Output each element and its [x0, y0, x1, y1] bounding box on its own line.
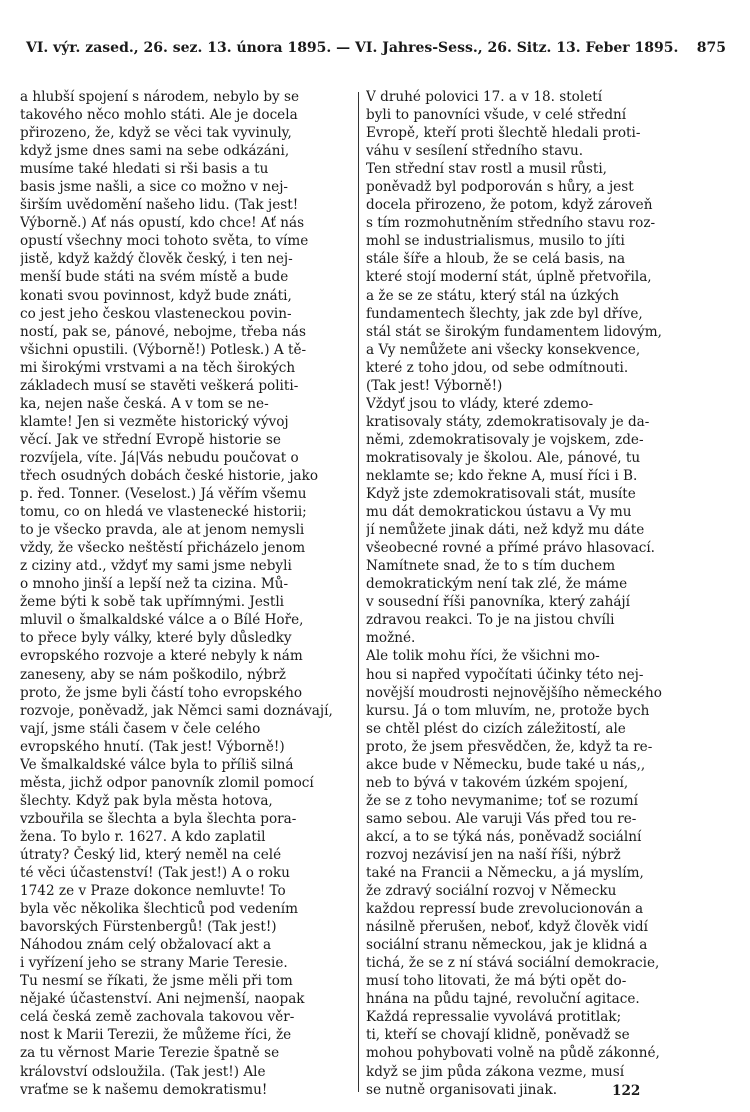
right-column-line: demokratickým není tak zlé, že máme	[366, 576, 628, 593]
right-column-line: neklamte se; kdo řekne A, musí říci i B.	[366, 467, 638, 484]
right-column-line: také na Francii a Německu, a já myslím,	[366, 865, 644, 882]
left-column-line: basis jsme našli, a sice co možno v nej-	[20, 179, 288, 196]
right-column-line: fundamentech šlechty, jak zde byl dříve,	[366, 305, 643, 322]
right-column-line: rozvoj nezávisí jen na naší říši, nýbrž	[366, 846, 621, 863]
right-column	[366, 88, 718, 1099]
left-column-line: království odsloužila. (Tak jest!) Ale	[20, 1063, 266, 1080]
left-column-line: o mnoho jinší a lepší než ta cizina. Mů-	[20, 576, 289, 593]
header-left	[26, 40, 678, 56]
left-column-line: přirozeno, že, když se věci tak vyvinuly,	[20, 125, 292, 142]
right-column-line: stále šíře a hloub, že se celá basis, na	[366, 251, 626, 268]
right-column-line: Namítnete snad, že to s tím duchem	[366, 558, 616, 575]
right-column-line: musí toho litovati, že má býti opět do-	[366, 973, 627, 990]
left-column-line: bavorských Fürstenbergů! (Tak jest!)	[20, 919, 277, 936]
left-column-line: evropského rozvoje a které nebyly k nám	[20, 648, 303, 665]
left-column	[20, 88, 353, 1099]
left-column-line: Tu nesmí se říkati, že jsme měli při tom	[20, 973, 293, 990]
right-column-line: akce bude v Německu, bude také u nás,,	[366, 756, 646, 773]
right-column-line: se nutně organisovati jinak.	[366, 1081, 558, 1098]
left-column-line: celá česká země zachovala takovou věr-	[20, 1009, 295, 1026]
left-column-line: takového něco mohlo státi. Ale je docela	[20, 107, 298, 124]
left-column-line: vají, jsme stáli časem v čele celého	[20, 720, 261, 737]
left-column-line: ností, pak se, pánové, nebojme, třeba nás	[20, 323, 306, 340]
right-column-line: všeobecné rovné a přímé právo hlasovací.	[366, 540, 655, 557]
left-column-line: té věci účastenství! (Tak jest!) A o roku	[20, 865, 290, 882]
right-column-line: mu dát demokratickou ústavu a Vy mu	[366, 504, 632, 521]
left-column-line: nějaké účastenství. Ani nejmenší, naopak	[20, 991, 305, 1008]
right-column-line: kratisovaly státy, zdemokratisovaly je da-	[366, 413, 650, 430]
left-column-line: města, jichž odpor panovník zlomil pomocí	[20, 774, 314, 791]
right-column-line: Když jste zdemokratisovali stát, musíte	[366, 486, 636, 503]
left-column-line: mluvil o šmalkaldské válce a o Bílé Hoře,	[20, 612, 304, 629]
right-column-line: akcí, a to se týká nás, poněvadž sociální	[366, 828, 642, 845]
right-column-line: a že se ze státu, který stál na úzkých	[366, 287, 620, 304]
left-column-line: Ve šmalkaldské válce byla to příliš silná	[20, 756, 294, 773]
right-column-line: ti, kteří se chovají klidně, poněvadž se	[366, 1027, 630, 1044]
page-number: 875	[696, 40, 726, 56]
right-column-line: proto, že jsem přesvědčen, že, když ta re-	[366, 738, 653, 755]
right-column-line: Ten střední stav rostl a musil růsti,	[366, 161, 607, 178]
right-column-line: každou repressí bude zrevolucionován a	[366, 901, 644, 918]
right-column-line: hnána na půdu tajné, revoluční agitace.	[366, 991, 640, 1008]
right-column-line: zdravou reakci. To je na jistou chvíli	[366, 612, 615, 629]
right-column-line: s tím rozmohutněním středního stavu roz-	[366, 215, 656, 232]
left-column-line: žena. To bylo r. 1627. A kdo zaplatil	[20, 828, 266, 845]
right-column-line: jí nemůžete jinak dáti, než když mu dáte	[366, 522, 645, 539]
left-column-line: když jsme dnes sami na sebe odkázáni,	[20, 143, 290, 160]
left-column-line: vždy, že všecko neštěstí přicházelo jenom	[20, 540, 306, 557]
header-dash: —	[336, 40, 351, 56]
right-column-line: samo sebou. Ale varuji Vás před tou re-	[366, 810, 637, 827]
left-column-line: to přece byly války, které byly důsledky	[20, 630, 292, 647]
right-column-line: možné.	[366, 630, 416, 647]
right-column-line: které z toho jdou, od sebe odmítnouti.	[366, 359, 629, 376]
right-column-line: v sousední říši panovníka, který zahájí	[366, 594, 630, 611]
left-column-line: širším uvědomění našeho lidu. (Tak jest!	[20, 197, 299, 214]
left-column-line: proto, že jsme byli částí toho evropského	[20, 684, 303, 701]
right-column-line: novější moudrosti nejnovějšího německého	[366, 684, 662, 701]
right-column-line: se chtěl plést do cizích záležitostí, ale	[366, 720, 626, 737]
right-column-line: stál stát se širokým fundamentem lidovým,	[366, 323, 662, 340]
right-column-line: že se z toho nevymanime; toť se rozumí	[366, 792, 638, 809]
left-column-line: p. řed. Tonner. (Veselost.) Já věřím všemu	[20, 486, 307, 503]
left-column-line: rozvíjela, víte. Já|Vás nebudu poučovat o	[20, 449, 299, 466]
right-column-line: němi, zdemokratisovaly je vojskem, zde-	[366, 431, 644, 448]
right-column-line: neb to bývá v takovém úzkém spojení,	[366, 774, 629, 791]
left-column-line: rozvoje, poněvadž, jak Němci sami doznávají,	[20, 702, 333, 719]
left-column-line: byla věc několika šlechticů pod vedením	[20, 901, 299, 918]
left-column-line: evropského hnutí. (Tak jest! Výborně!)	[20, 738, 285, 755]
left-column-line: i vyřízení jeho se strany Marie Teresie.	[20, 955, 288, 972]
left-column-line: všichni opustili. (Výborně!) Potlesk.) A tě-	[20, 341, 307, 358]
right-column-line: sociální stranu německou, jak je klidná a	[366, 937, 648, 954]
right-column-line: Evropě, kteří proti šlechtě hledali proti-	[366, 125, 641, 142]
left-column-line: 1742 ze v Praze dokonce nemluvte! To	[20, 883, 286, 900]
right-column-line: (Tak jest! Výborně!)	[366, 377, 503, 394]
right-column-line: V druhé polovici 17. a v 18. století	[366, 89, 603, 105]
right-column-line: docela přirozeno, že potom, když zároveň	[366, 197, 653, 214]
right-column-line: Vždyť jsou to vlády, které zdemo-	[366, 395, 594, 412]
left-column-line: konati svou povinnost, když bude znáti,	[20, 287, 292, 304]
right-column-line: kursu. Já o tom mluvím, ne, protože bych	[366, 702, 650, 719]
right-column-line: mohou pohybovati volně na půdě zákonné,	[366, 1045, 660, 1062]
right-column-line: mokratisovaly je školou. Ale, pánové, tu	[366, 449, 641, 466]
right-column-line: byli to panovníci všude, v celé střední	[366, 107, 627, 124]
right-column-line: že zdravý sociální rozvoj v Německu	[366, 883, 617, 900]
left-column-line: musíme také hledati si rši basis a tu	[20, 161, 269, 178]
left-column-line: věcí. Jak ve střední Evropě historie se	[20, 431, 281, 448]
left-column-line: šlechty. Když pak byla města hotova,	[20, 792, 273, 809]
left-column-line: co jest jeho českou vlasteneckou povin-	[20, 305, 292, 322]
right-column-line: násilně přerušen, neboť, když člověk vidí	[366, 919, 648, 936]
right-column-line: poněvadž byl podporován s hůry, a jest	[366, 179, 634, 196]
right-column-line: Ale tolik mohu říci, že všichni mo-	[366, 648, 600, 665]
left-column-line: vzbouřila se šlechta a byla šlechta pora-	[20, 810, 297, 827]
header-right-text: VI. Jahres-Sess., 26. Sitz. 13. Feber 1895.	[355, 40, 679, 56]
left-column-line: útraty? Český lid, který neměl na celé	[20, 846, 282, 863]
left-column-line: zaneseny, aby se nám poškodilo, nýbrž	[20, 666, 286, 683]
right-column-line: váhu v sesílení středního stavu.	[366, 143, 584, 160]
right-column-line: hou si napřed vypočítati účinky této nej-	[366, 666, 644, 683]
left-column-line: Výborně.) Ať nás opustí, kdo chce! Ať nás	[20, 215, 305, 232]
left-column-line: menší bude státi na svém místě a bude	[20, 269, 289, 286]
left-column-line: to je všecko pravda, ale at jenom nemysli	[20, 522, 305, 539]
left-column-line: nost k Marii Terezii, že můžeme říci, že	[20, 1027, 292, 1044]
folio-number: 122	[612, 1083, 641, 1099]
right-column-line: tichá, že se z ní stává sociální demokracie,	[366, 955, 660, 972]
left-column-line: jistě, když každý člověk český, i ten nej-	[20, 251, 293, 268]
column-divider	[358, 92, 359, 1092]
right-column-line: mohl se industrialismus, musilo to jíti	[366, 233, 625, 250]
header-left-text: VI. výr. zased., 26. sez. 13. února 1895.	[26, 40, 332, 56]
right-column-line: které stojí moderní stát, úplně přetvořila,	[366, 269, 652, 286]
left-column-line: mi širokými vrstvami a na těch širokých	[20, 359, 296, 376]
left-column-line: žeme býti k sobě tak upřímnými. Jestli	[20, 594, 285, 611]
left-column-line: Náhodou znám celý obžalovací akt a	[20, 937, 272, 954]
left-column-line: opustí všechny moci tohoto světa, to víme	[20, 233, 309, 250]
left-column-line: za tu věrnost Marie Terezie špatně se	[20, 1045, 280, 1062]
right-column-line: Každá repressalie vyvolává protitlak;	[366, 1009, 622, 1026]
left-column-line: a hlubší spojení s národem, nebylo by se	[20, 89, 300, 105]
left-column-line: z ciziny atd., vždyť my sami jsme nebyli	[20, 558, 292, 575]
left-column-line: třech osudných dobách české historie, jako	[20, 467, 319, 484]
right-column-line: a Vy nemůžete ani všecky konsekvence,	[366, 341, 641, 358]
left-column-line: vraťme se k našemu demokratismu!	[20, 1081, 268, 1098]
left-column-line: klamte! Jen si vezměte historický vývoj	[20, 413, 289, 430]
running-header	[26, 40, 726, 56]
left-column-line: ka, nejen naše česká. A v tom se ne-	[20, 395, 269, 412]
left-column-line: tomu, co on hledá ve vlastenecké historii;	[20, 504, 307, 521]
left-column-line: základech musí se stavěti veškerá politi-	[20, 377, 299, 394]
right-column-line: když se jim půda zákona vezme, musí	[366, 1063, 625, 1080]
